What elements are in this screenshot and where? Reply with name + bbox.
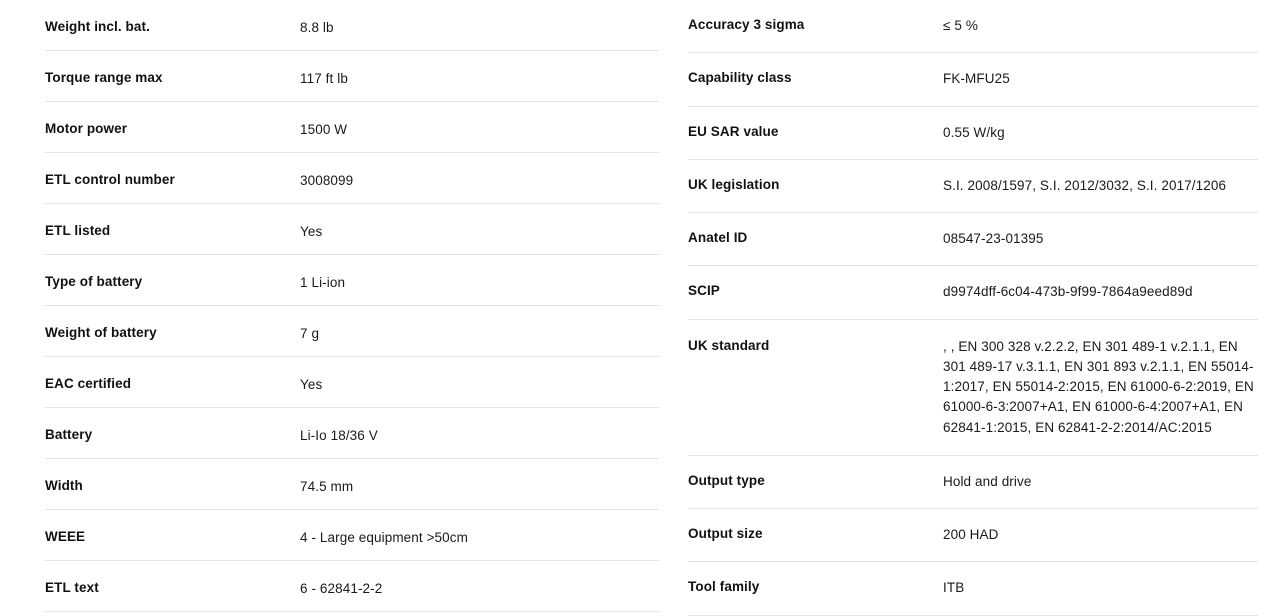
spec-label: Anatel ID [688, 230, 748, 245]
spec-label: Motor power [45, 121, 128, 136]
spec-label: ETL control number [45, 172, 175, 187]
spec-label: ETL listed [45, 223, 111, 238]
spec-value: 117 ft lb [300, 71, 348, 86]
spec-value: 74.5 mm [300, 479, 354, 494]
spec-row [688, 53, 1258, 106]
spec-value: 7 g [300, 326, 320, 341]
spec-value: 6 - 62841-2-2 [300, 581, 383, 596]
spec-value: Hold and drive [943, 473, 1032, 489]
spec-label: Tool family [688, 579, 760, 595]
spec-label: Accuracy 3 sigma [688, 17, 805, 32]
spec-row [45, 357, 659, 408]
spec-value: 1500 W [300, 122, 348, 137]
column-gap [659, 0, 688, 606]
specifications-column-left [45, 0, 659, 606]
spec-row [688, 456, 1258, 509]
spec-row [45, 102, 659, 153]
spec-value: 8.8 lb [300, 20, 334, 35]
spec-value: 1 Li-ion [300, 275, 346, 290]
spec-value: ≤ 5 % [943, 18, 978, 33]
spec-label: EAC certified [45, 376, 132, 391]
spec-row [688, 160, 1258, 213]
spec-label: Output size [688, 526, 763, 541]
spec-row [45, 459, 659, 510]
spec-row [688, 213, 1258, 266]
spec-value: 4 - Large equipment >50cm [300, 530, 468, 545]
spec-label: Weight of battery [45, 325, 157, 340]
spec-row [45, 204, 659, 255]
spec-row [688, 0, 1258, 53]
spec-value: Yes [300, 224, 323, 239]
spec-row [688, 562, 1258, 615]
spec-label: Capability class [688, 70, 792, 86]
spec-row [688, 320, 1258, 456]
spec-row [688, 266, 1258, 319]
spec-row [688, 107, 1258, 160]
spec-value: 200 HAD [943, 527, 999, 542]
spec-label: Output type [688, 472, 765, 488]
spec-value: FK-MFU25 [943, 71, 1010, 87]
spec-label: UK standard [688, 337, 770, 353]
spec-label: Torque range max [45, 70, 163, 85]
spec-label: Weight incl. bat. [45, 19, 150, 34]
spec-label: Type of battery [45, 274, 143, 289]
spec-value: S.I. 2008/1597, S.I. 2012/3032, S.I. 2017/1206 [943, 177, 1227, 193]
spec-row [45, 561, 659, 612]
spec-row [45, 0, 659, 51]
spec-value: d9974dff-6c04-473b-9f99-7864a9eed89d [943, 284, 1193, 300]
spec-row [45, 51, 659, 102]
spec-value: 3008099 [300, 173, 354, 188]
spec-row [45, 306, 659, 357]
spec-label: EU SAR value [688, 123, 779, 139]
spec-row [45, 408, 659, 459]
spec-value: Yes [300, 377, 323, 392]
spec-value: Li-Io 18/36 V [300, 428, 378, 443]
spec-label: ETL text [45, 580, 99, 595]
spec-value: ITB [943, 580, 965, 596]
spec-row [45, 510, 659, 561]
spec-label: Battery [45, 427, 93, 442]
spec-value: 08547-23-01395 [943, 231, 1044, 246]
spec-label: UK legislation [688, 176, 780, 192]
spec-row [45, 255, 659, 306]
spec-label: WEEE [45, 529, 86, 544]
spec-value: , , EN 300 328 v.2.2.2, EN 301 489-1 v.2.1.1, EN 301 489-17 v.3.1.1, EN 301 893 v.2.1.1, EN 55014-1:2017, EN 55014-2:2015, EN 61000-6-2:2019, EN 61000-6-3:2007+A1, EN 61000-6-4:2007+A1, EN 62841-1:2015, EN 62841-2-2:2014/AC:2015 [943, 338, 1254, 435]
spec-label: SCIP [688, 283, 720, 299]
spec-row [688, 509, 1258, 562]
specifications-column-right [688, 0, 1258, 606]
spec-label: Width [45, 478, 83, 493]
spec-row [45, 153, 659, 204]
spec-value: 0.55 W/kg [943, 124, 1005, 140]
